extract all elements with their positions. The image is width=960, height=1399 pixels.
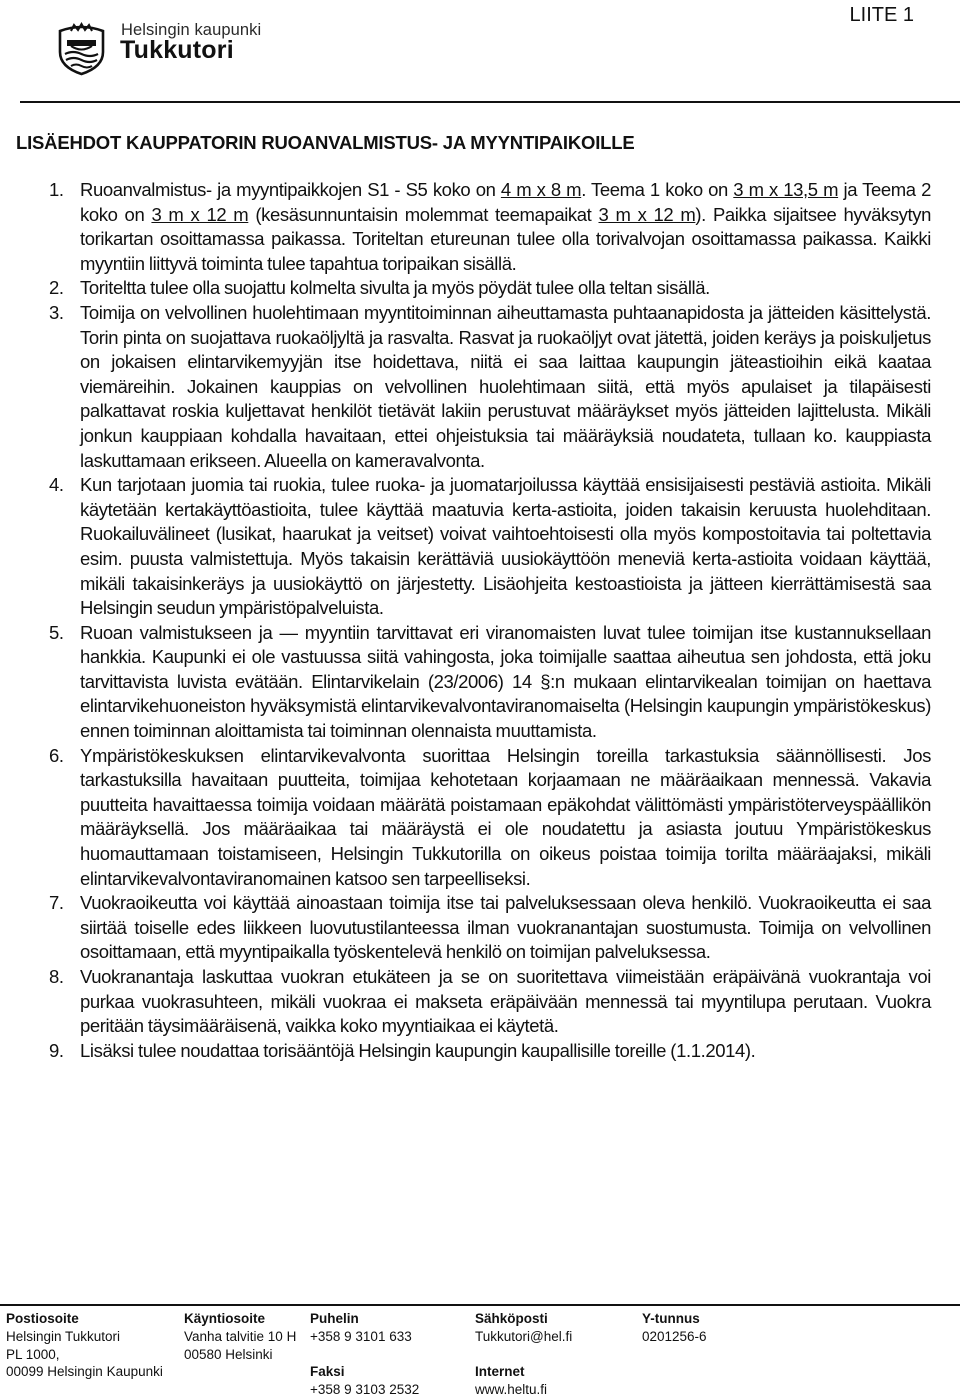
footer-label: Sähköposti (475, 1311, 548, 1326)
conditions-list (0, 178, 960, 1063)
condition-item (0, 891, 960, 965)
annex-label: LIITE 1 (849, 4, 914, 26)
footer-postal-address (6, 1310, 163, 1381)
condition-item (0, 965, 960, 1039)
condition-item (0, 744, 960, 892)
condition-text: . Teema 1 koko on (581, 179, 734, 200)
condition-number: 1. (49, 179, 64, 200)
condition-number: 2. (49, 277, 64, 299)
condition-item (0, 276, 960, 301)
footer-phone (310, 1310, 419, 1399)
footer-value: PL 1000, (6, 1346, 60, 1362)
footer-label: Y-tunnus (642, 1311, 700, 1326)
footer-value: +358 9 3103 2532 (310, 1382, 420, 1398)
condition-text: Vuokraoikeutta voi käyttää ainoastaan toimija itse tai palveluksessaan oleva henkilö. Vuokraoikeutta ei saa siirtää toiselle edes liikkeen luovutustilanteessa ilman vuokranantajan suostumusta. Toimija on velvollinen osoittamaan, että myyntipaikalla työskentelevä henkilö on toimijan palveluksessa. (80, 892, 931, 963)
footer-label: Internet (475, 1364, 525, 1380)
footer-value: Vanha talvitie 10 H (184, 1328, 297, 1344)
footer-divider (0, 1304, 960, 1306)
condition-text: Ruoanvalmistus- ja myyntipaikkojen S1 - S5 koko on (80, 179, 501, 200)
condition-text: (kesäsunnuntaisin molemmat teemapaikat (248, 203, 599, 225)
condition-text: Toriteltta tulee olla suojattu kolmelta sivulta ja myös pöydät tulee olla teltan sisällä. (80, 277, 710, 299)
footer-label: Käyntiosoite (184, 1311, 266, 1326)
footer-value: Helsingin Tukkutori (6, 1328, 121, 1344)
footer-value: 0201256-6 (642, 1328, 707, 1344)
condition-measure: 4 m x 8 m (500, 179, 582, 200)
condition-measure: 3 m x 13,5 m (733, 179, 839, 200)
condition-item (0, 621, 960, 744)
footer-value: Tukkutori@hel.fi (475, 1328, 573, 1344)
condition-item (0, 1039, 960, 1064)
condition-text: ). Paikka sijaitsee hyväksytyn torikartan osoittamassa paikassa. Toriteltan etureunan tulee olla torivalvojan osoittamassa paikassa. Kaikki myyntiin liittyvä toiminta tulee tapahtua toripaikan sisällä. (80, 203, 931, 274)
logo-unit-name: Tukkutori (120, 36, 234, 64)
condition-number: 5. (49, 621, 64, 643)
condition-number: 4. (49, 474, 64, 496)
header-divider (20, 101, 960, 103)
footer-label: Puhelin (310, 1311, 359, 1326)
condition-item (0, 301, 960, 473)
condition-number: 7. (49, 892, 64, 914)
condition-number: 8. (49, 966, 64, 987)
document-title: LISÄEHDOT KAUPPATORIN RUOANVALMISTUS- JA MYYNTIPAIKOILLE (16, 132, 635, 153)
condition-text: Lisäksi tulee noudattaa torisääntöjä Helsingin kaupungin kaupallisille toreille (1.1.2014). (80, 1039, 756, 1061)
condition-text: Ympäristökeskuksen elintarvikevalvonta suorittaa Helsingin toreilla tarkastuksia säännöllisesti. Jos tarkastuksilla havaitaan puutteita, toimijaa kehotetaan korjaamaan ne määräaikaan mennessä. Vakavia puutteita havaittaessa toimija voidaan määrätä poistamaan epäkohdat välittömästi ympäristöterveyspäällikön määräyksellä. Jos määräaikaa tai määräystä ei ole noudatettu ja asiasta joutuu Ympäristökeskus huomauttamaan toistamiseen, Helsingin Tukkutorilla on oikeus poistaa toimija torilta määräajaksi, mikäli elintarvikevalvontaviranomainen katsoo sen tarpeelliseksi. (80, 744, 931, 889)
condition-text: ja Teema 2 koko on (80, 179, 931, 225)
footer-value: 00580 Helsinki (184, 1346, 273, 1362)
condition-measure: 3 m x 12 m (598, 203, 696, 225)
footer-label: Faksi (310, 1364, 345, 1380)
condition-text: Kun tarjotaan juomia tai ruokia, tulee ruoka- ja juomatarjoilussa käyttää ensisijaisesti pestäviä astioita. Mikäli käytetään kertakäyttöastioita, tulee käyttää maatuvia kerta-astioita, joiden takaisin keruusta huolehditaan. Ruokailuvälineet (lusikat, haarukat ja veitset) voivat vaihtoehtoisesti olla myös kompostoitavia tai poltettavia esim. puusta valmistettuja. Myös takaisin kerättäviä uusiokäyttöön meneviä kerta-astioita voidaan käyttää, mikäli takaisinkeräys ja uusiokäyttö on järjestetty. Lisäohjeita kestoastioista ja jätteen kierrättämisestä saa Helsingin seudun ympäristöpalveluista. (80, 474, 931, 619)
condition-item (0, 178, 960, 276)
condition-number: 9. (49, 1039, 64, 1061)
condition-text: Toimija on velvollinen huolehtimaan myyntitoiminnan aiheuttamasta puhtaanapidosta ja jätteiden käsittelystä. Torin pinta on suojattava ruokaöljyltä ja rasvalta. Rasvat ja ruokaöljyt ovat jätettä, joiden keräys ja poiskuljetus on jokaisen elintarvikemyyjän itse hoidettava, niitä ei saa laittaa kaupungin jäteastioihin eikä kaataa viemäreihin. Jokainen kauppias on velvollinen huolehtimaan siitä, että myös apulaiset ja tilapäisesti palkattavat roskia kuljettavat henkilöt tietävät lakiin perustuvat määräykset myös jätteiden lajittelusta. Mikäli jonkun kauppiaan kohdalla havaitaan, ettei ohjeistuksia tai määräyksiä noudateta, tullaan ko. kauppiasta laskuttamaan erikseen. Alueella on kameravalvonta. (80, 301, 931, 471)
footer-business-id (642, 1310, 707, 1346)
helsinki-crest-icon (57, 21, 106, 76)
condition-item (0, 473, 960, 621)
footer-value: www.heltu.fi (475, 1382, 548, 1398)
footer-label: Postiosoite (6, 1311, 79, 1326)
footer-value: 00099 Helsingin Kaupunki (6, 1364, 163, 1380)
footer-email (475, 1310, 572, 1399)
condition-number: 3. (49, 301, 64, 323)
condition-measure: 3 m x 12 m (151, 203, 249, 225)
footer-visiting-address (184, 1310, 296, 1363)
condition-number: 6. (49, 744, 64, 766)
logo-city-name: Helsingin kaupunki (121, 21, 262, 39)
footer-value: +358 9 3101 633 (310, 1328, 412, 1344)
condition-text: Ruoan valmistukseen ja — myyntiin tarvittavat eri viranomaisten luvat tulee toimijan itse kustannuksellaan hankkia. Kaupunki ei ole vastuussa siitä vahingosta, joka toimijalle saattaa aiheutua sen johdosta, että joku tarvittavista luvista evätään. Elintarvikelain (23/2006) 14 §:n mukaan elintarvikealan toimijan on haettava elintarvikehuoneiston hyväksymistä elintarvikevalvontaviranomaiselta (Helsingin kaupungin ympäristökeskus) ennen toiminnan aloittamista tai toiminnan olennaista muuttamista. (80, 621, 931, 742)
condition-text: Vuokranantaja laskuttaa vuokran etukäteen ja se on suoritettava viimeistään eräpäivänä vuokrantaja voi purkaa vuokrasuhteen, mikäli vuokraa ei makseta eräpäivään mennessä tai myyntilupa perutaan. Vuokra peritään täysimääräisenä, vaikka koko myyntiaikaa ei käytetä. (80, 966, 931, 1037)
